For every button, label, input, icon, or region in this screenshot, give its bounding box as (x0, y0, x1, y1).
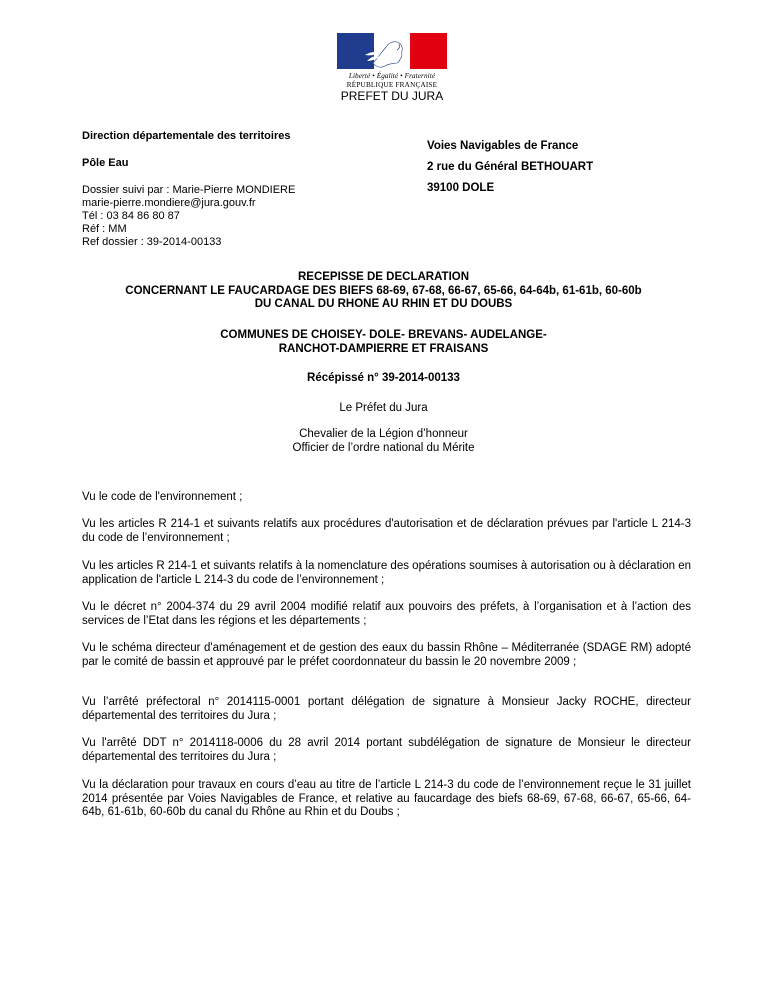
dossier-line: Ref dossier : 39-2014-00133 (82, 236, 222, 248)
title-line: RECEPISSE DE DECLARATION (297, 271, 470, 283)
recipient-street: 2 rue du Général BETHOUART (427, 161, 594, 173)
recipient-name: Voies Navigables de France (427, 140, 579, 152)
paragraph: Vu l’arrêté préfectoral n° 2014115-0001 portant délégation de signature à Monsieur Jacky ROCHE, directeur départemental des territoires du Jura ; (82, 696, 691, 722)
dossier-line: Dossier suivi par : Marie-Pierre MONDIERE (82, 184, 296, 196)
communes-heading (82, 329, 685, 356)
prefet-title: Chevalier de la Légion d’honneur (299, 428, 468, 440)
paragraph: Vu la déclaration pour travaux en cours d’eau au titre de l’article L 214-3 du code de l’environnement reçue le 31 juillet 2014 présentée par Voies Navigables de France, et relative au faucardage des biefs 68-69, 67-68, 66-67, 65-66, 64-64b, 61-61b, 60-60b du canal du Rhône au Rhin et du Doubs ; (82, 779, 691, 818)
paragraph: Vu l'arrêté DDT n° 2014118-0006 du 28 avril 2014 portant subdélégation de signature de Monsieur le directeur départemental des territoires du Jura ; (82, 737, 691, 763)
sender-block (82, 130, 382, 249)
prefet-title: Officier de l’ordre national du Mérite (292, 441, 475, 454)
dossier-line: Tél : 03 84 86 80 87 (82, 210, 180, 222)
prefet-titles (82, 428, 685, 455)
title-line: DU CANAL DU RHONE AU RHIN ET DU DOUBS (254, 298, 513, 310)
republique-francaise: RÉPUBLIQUE FRANÇAISE (346, 81, 438, 89)
prefet-du-jura: PREFET DU JURA (340, 89, 444, 103)
recipient-city: 39100 DOLE (427, 182, 495, 194)
pole-label: Pôle Eau (82, 157, 129, 169)
republic-logo (337, 33, 447, 103)
recipient-block (427, 139, 687, 202)
recepisse-number: Récépissé n° 39-2014-00133 (307, 372, 460, 384)
prefet-line: Le Préfet du Jura (339, 402, 428, 414)
document-title (82, 271, 685, 312)
communes-line: RANCHOT-DAMPIERRE ET FRAISANS (278, 342, 489, 355)
paragraph: Vu les articles R 214-1 et suivants relatifs à la nomenclature des opérations soumises à autorisation ou à déclaration en application de l'article L 214-3 du code de l’environnement ; (82, 560, 691, 586)
dossier-email: marie-pierre.mondiere@jura.gouv.fr (82, 197, 256, 209)
dossier-info (82, 184, 382, 249)
motto: Liberté • Égalité • Fraternité (348, 72, 436, 80)
direction-label: Direction départementale des territoires (82, 130, 291, 142)
paragraph: Vu le décret n° 2004-374 du 29 avril 2004 modifié relatif aux pouvoirs des préfets, à l’organisation et à l’action des services de l’Etat dans les régions et les départements ; (82, 601, 691, 627)
paragraph: Vu les articles R 214-1 et suivants relatifs aux procédures d'autorisation et de déclaration prévues par l'article L 214-3 du code de l’environnement ; (82, 518, 691, 544)
title-line: CONCERNANT LE FAUCARDAGE DES BIEFS 68-69, 67-68, 66-67, 65-66, 64-64b, 61-61b, 60-60b (125, 284, 642, 297)
communes-line: COMMUNES DE CHOISEY- DOLE- BREVANS- AUDELANGE- (220, 329, 547, 341)
paragraph: Vu le schéma directeur d'aménagement et de gestion des eaux du bassin Rhône – Méditerranée (SDAGE RM) adopté par le comité de bassin et approuvé par le préfet coordonnateur du bassin le 20 novembre 2009 ; (82, 642, 691, 668)
paragraph: Vu le code de l'environnement ; (82, 491, 243, 503)
dossier-line: Réf : MM (82, 223, 127, 235)
marianne-flag-icon (337, 33, 447, 69)
